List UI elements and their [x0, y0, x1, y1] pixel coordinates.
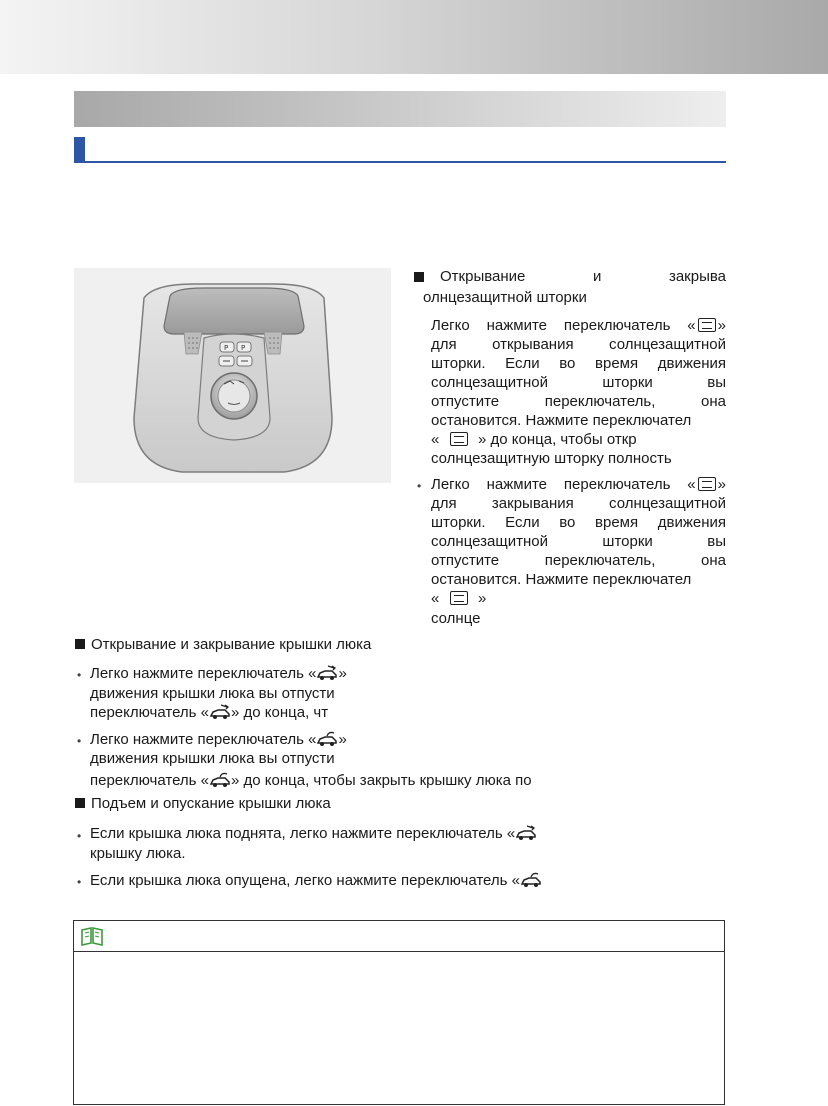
bullet: • — [417, 479, 422, 493]
car-sunroof-close-icon — [209, 772, 231, 788]
top-banner — [0, 0, 828, 74]
sunroof-open-close-heading: Открывание и закрывание крышки люка — [75, 635, 371, 654]
section-marker — [74, 137, 85, 163]
car-sunroof-close-icon — [520, 872, 542, 888]
shade-heading: Открывание и закрыва — [440, 268, 727, 285]
sunshade-open-icon — [698, 318, 716, 332]
car-sunroof-open-icon — [316, 665, 338, 681]
sunroof-close-bullet: Легко нажмите переключатель « » — [90, 731, 347, 748]
sunshade-close-icon — [450, 591, 468, 605]
shade-heading-line2: олнцезащитной шторки — [423, 289, 587, 306]
svg-text:P: P — [224, 344, 229, 352]
heading-square — [414, 272, 424, 282]
note-box — [73, 920, 725, 1105]
svg-text:P: P — [241, 344, 246, 352]
car-sunroof-open-icon — [209, 704, 231, 720]
sunroof-tilt-up-bullet: Если крышка люка поднята, легко нажмите переключатель « — [90, 824, 537, 843]
car-sunroof-tilt-icon — [515, 825, 537, 841]
sunroof-open-bullet: Легко нажмите переключатель « » — [90, 665, 347, 682]
sunshade-close-icon — [698, 477, 716, 491]
note-header — [74, 921, 724, 952]
sunshade-open-icon — [450, 432, 468, 446]
overhead-console-image — [74, 268, 391, 483]
sunroof-tilt-heading: Подъем и опускание крышки люка — [75, 794, 331, 813]
bullet: • — [77, 668, 82, 682]
bullet: • — [77, 829, 82, 843]
open-book-icon — [80, 926, 104, 946]
bullet: • — [77, 875, 82, 889]
sunroof-tilt-down-bullet: Если крышка люка опущена, легко нажмите переключатель « — [90, 871, 542, 890]
chapter-bar — [74, 91, 726, 127]
section-rule — [74, 161, 726, 163]
bullet: • — [77, 734, 82, 748]
heading-square — [75, 639, 85, 649]
heading-square — [75, 798, 85, 808]
car-sunroof-close-icon — [316, 731, 338, 747]
